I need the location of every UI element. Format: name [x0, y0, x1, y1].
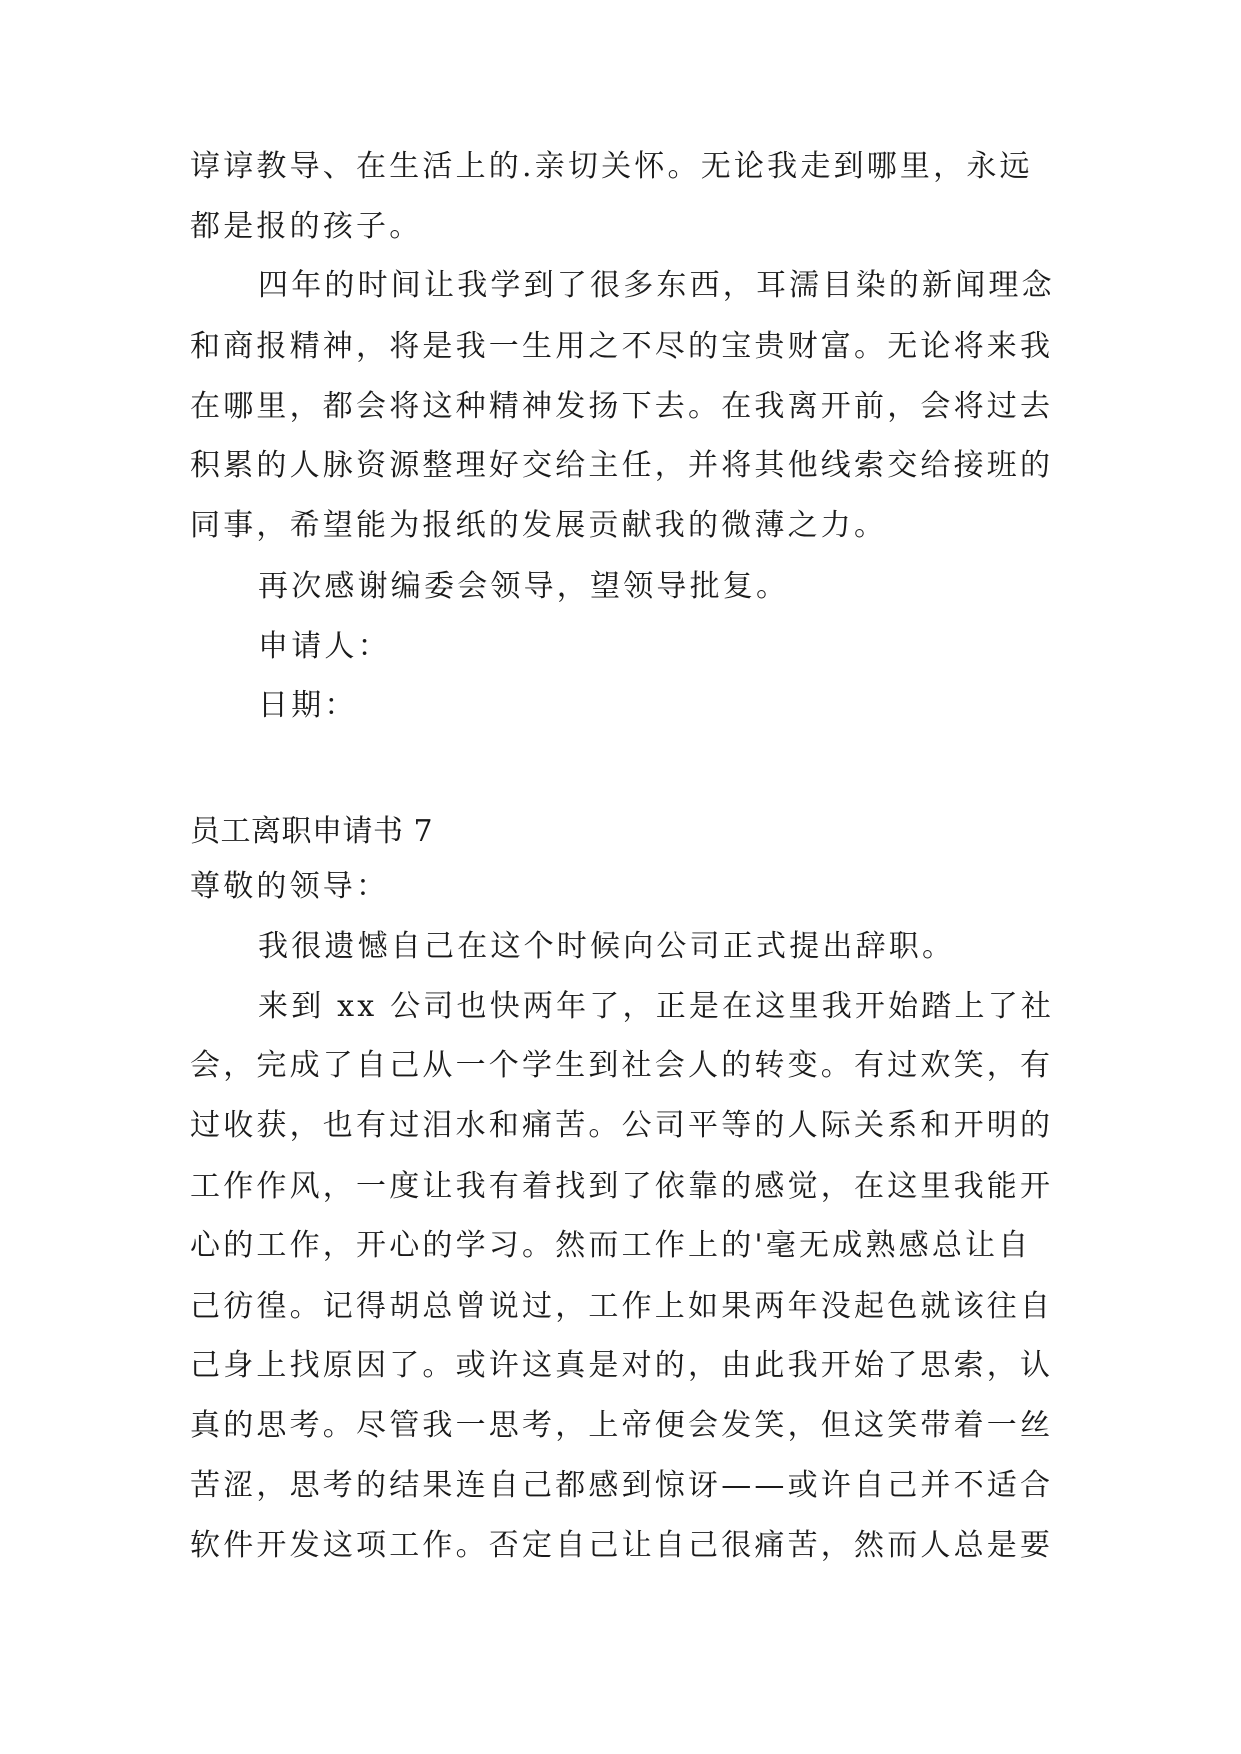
paragraph-line: 谆谆教导、在生活上的.亲切关怀。无论我走到哪里，永远	[190, 149, 1033, 184]
paragraph-line: 软件开发这项工作。否定自己让自己很痛苦，然而人总是要	[190, 1528, 1054, 1563]
paragraph-line: 己身上找原因了。或许这真是对的，由此我开始了思索，认	[190, 1348, 1054, 1383]
paragraph-line: 己彷徨。记得胡总曾说过，工作上如果两年没起色就该往自	[190, 1289, 1054, 1324]
paragraph-line: 真的思考。尽管我一思考，上帝便会发笑，但这笑带着一丝	[190, 1408, 1054, 1443]
date-label: 日期：	[258, 688, 358, 723]
paragraph-line: 苦涩，思考的结果连自己都感到惊讶——或许自己并不适合	[190, 1468, 1054, 1503]
paragraph-line: 来到 xx 公司也快两年了，正是在这里我开始踏上了社	[258, 989, 1055, 1024]
paragraph-line: 都是报的孩子。	[190, 209, 423, 244]
paragraph-line: 我很遗憾自己在这个时候向公司正式提出辞职。	[258, 929, 956, 964]
paragraph-line: 四年的时间让我学到了很多东西，耳濡目染的新闻理念	[258, 268, 1055, 303]
applicant-label: 申请人：	[258, 629, 391, 664]
paragraph-line: 在哪里，都会将这种精神发扬下去。在我离开前，会将过去	[190, 389, 1054, 424]
paragraph-line: 同事，希望能为报纸的发展贡献我的微薄之力。	[190, 508, 888, 543]
paragraph-line: 工作作风，一度让我有着找到了依靠的感觉，在这里我能开	[190, 1169, 1054, 1204]
paragraph-line: 过收获，也有过泪水和痛苦。公司平等的人际关系和开明的	[190, 1108, 1054, 1143]
section-title: 员工离职申请书 7	[190, 814, 434, 849]
paragraph-line: 心的工作，开心的学习。然而工作上的'毫无成熟感总让自	[190, 1228, 1032, 1263]
closing-line: 再次感谢编委会领导，望领导批复。	[258, 569, 790, 604]
paragraph-line: 积累的人脉资源整理好交给主任，并将其他线索交给接班的	[190, 448, 1054, 483]
salutation: 尊敬的领导：	[190, 869, 390, 904]
paragraph-line: 和商报精神，将是我一生用之不尽的宝贵财富。无论将来我	[190, 329, 1054, 364]
paragraph-line: 会，完成了自己从一个学生到社会人的转变。有过欢笑，有	[190, 1048, 1054, 1083]
